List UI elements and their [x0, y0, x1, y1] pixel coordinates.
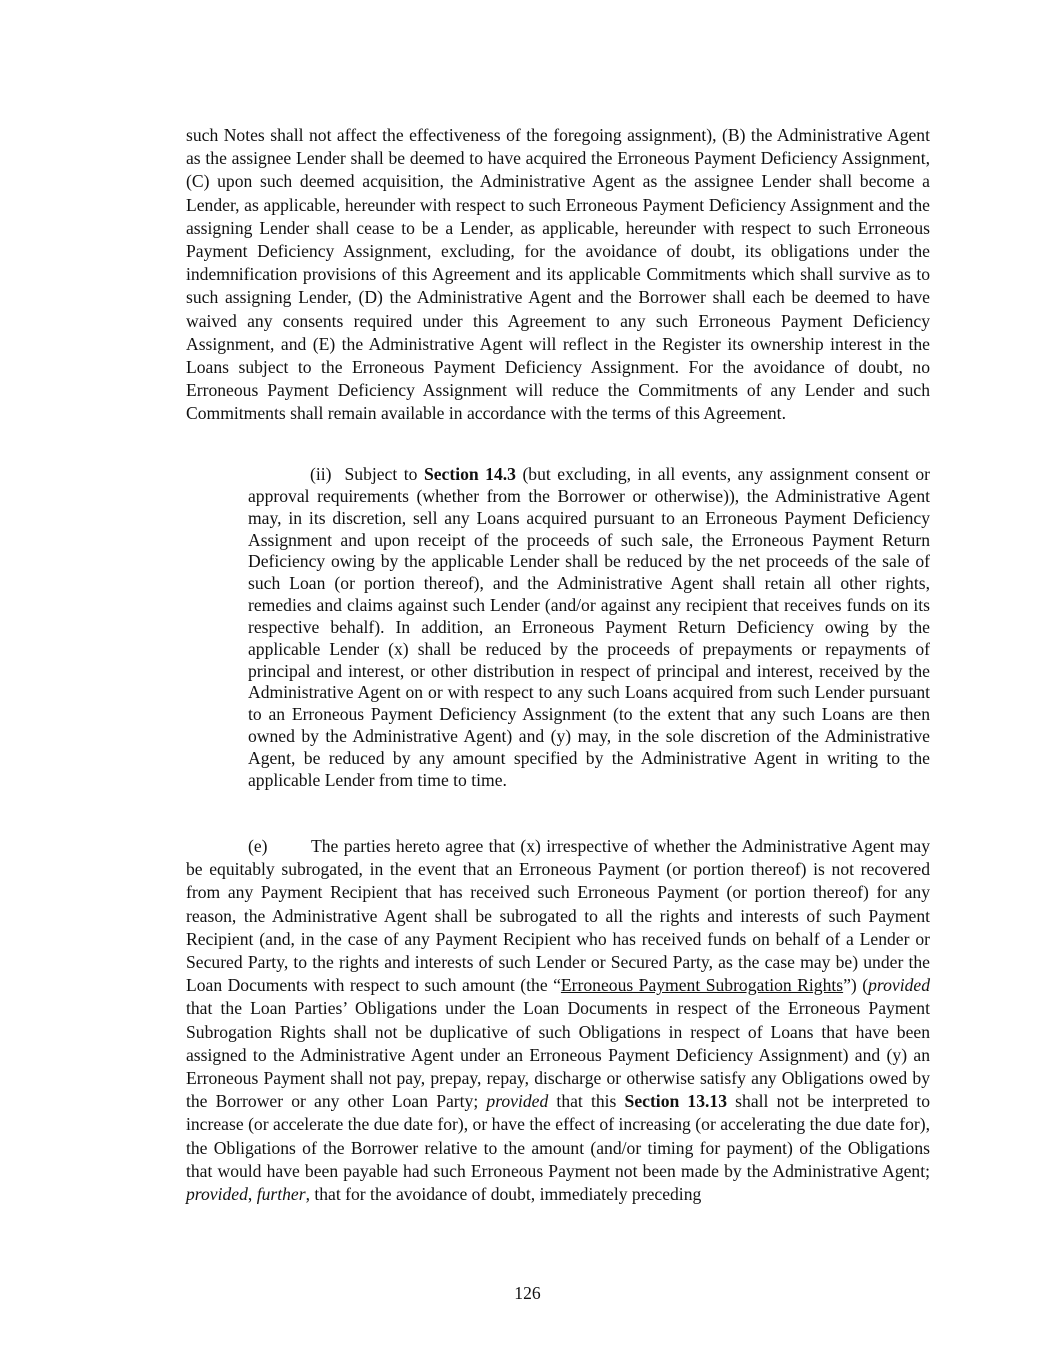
clause-e-text-1: The parties hereto agree that (x) irrespective of whether the Administrative Agent may be equitably subrogated, in the event that an Erroneous Payment (or portion thereof) is not recovered from any Payment Recipient that has received such Erroneous Payment (or portion thereof) for any reason, the Administrative Agent shall be subrogated to all the rights and interests of such Payment Recipient (and, in the case of any Payment Recipient who has received funds on behalf of a Lender or Secured Party, to the rights and interests of such Lender or Secured Party, as the case may be) under the Loan Documents with respect to such amount (the “: [186, 836, 930, 996]
clause-e-text-4: that this: [548, 1091, 625, 1112]
page-number: 126: [514, 1283, 541, 1303]
further-italic: further: [256, 1184, 306, 1205]
section-reference-14-3: Section 14.3: [423, 464, 516, 484]
clause-e-text-6: ,: [247, 1184, 257, 1205]
paragraph-1-text: such Notes shall not affect the effectiveness of the foregoing assignment), (B) the Administrative Agent as the assignee Lender shall be deemed to have acquired the Erroneous Payment Deficiency Assignment, (C) upon such deemed acquisition, the Administrative Agent as the assignee Lender shall become a Lender, as applicable, hereunder with respect to such Erroneous Payment Deficiency Assignment and the assigning Lender shall cease to be a Lender, as applicable, hereunder with respect to such Erroneous Payment Deficiency Assignment, excluding, for the avoidance of doubt, its obligations under the indemnification provisions of this Agreement and its applicable Commitments which shall survive as to such assigning Lender, (D) the Administrative Agent and the Borrower shall each be deemed to have waived any consents required under this Agreement to any such Erroneous Payment Deficiency Assignment, and (E) the Administrative Agent will reflect in the Register its ownership interest in the Loans subject to the Erroneous Payment Deficiency Assignment. For the avoidance of doubt, no Erroneous Payment Deficiency Assignment will reduce the Commitments of any Lender and such Commitments shall remain available in accordance with the terms of this Agreement.: [186, 125, 930, 424]
section-reference-13-13: Section 13.13: [624, 1091, 728, 1112]
clause-ii-lead: Subject to: [344, 464, 418, 484]
provided-italic: provided: [186, 1184, 248, 1205]
provided-italic: provided: [868, 975, 930, 996]
defined-term: Erroneous Payment Subrogation Rights: [560, 975, 844, 996]
clause-ii-text: (but excluding, in all events, any assignment consent or approval requirements (whether from the Borrower or otherwise)), the Administrative Agent may, in its discretion, sell any Loans acquired pursuant to an Erroneous Payment Deficiency Assignment and upon receipt of the proceeds of such sale, the Erroneous Payment Return Deficiency owing by the applicable Lender shall be reduced by the net proceeds of the sale of such Loan (or portion thereof), and the Administrative Agent shall retain all other rights, remedies and claims against such Lender (and/or against any recipient that receives funds on its respective behalf). In addition, an Erroneous Payment Return Deficiency owing by the applicable Lender (x) shall be reduced by the proceeds of prepayments or repayments of principal and interest, or other distribution in respect of principal and interest, received by the Administrative Agent on or with respect to any such Loans acquired from such Lender pursuant to an Erroneous Payment Deficiency Assignment (to the extent that any such Loans are then owned by the Administrative Agent) and (y) may, in the sole discretion of the Administrative Agent, be reduced by any amount specified by the Administrative Agent in writing to the applicable Lender from time to time.: [248, 464, 931, 790]
provided-italic: provided: [486, 1091, 549, 1112]
paragraph-ii: [248, 464, 930, 792]
clause-e-text-5: shall not be interpreted to increase (or accelerate the due date for), or have the effect of increasing (or accelerating the due date for), the Obligations of the Borrower relative to the amount (and/or timing for payment) of the Obligations that would have been payable had such Erroneous Payment not been made by the Administrative Agent;: [186, 1091, 931, 1181]
clause-label-e: (e): [248, 836, 268, 856]
paragraph-continuation: [186, 124, 930, 426]
clause-e-text-2: ”) (: [843, 975, 869, 996]
clause-label-ii: (ii): [310, 464, 332, 484]
clause-e-text-7: , that for the avoidance of doubt, immediately preceding: [305, 1184, 702, 1205]
clause-e-text-3: that the Loan Parties’ Obligations under the Loan Documents in respect of the Erroneous Payment Subrogation Rights shall not be duplicative of such Obligations in respect of Loans that have been assigned to the Administrative Agent under an Erroneous Payment Deficiency Assignment) and (y) an Erroneous Payment shall not pay, prepay, repay, discharge or otherwise satisfy any Obligations owed by the Borrower or any other Loan Party;: [186, 998, 930, 1112]
paragraph-e: [186, 835, 930, 1206]
